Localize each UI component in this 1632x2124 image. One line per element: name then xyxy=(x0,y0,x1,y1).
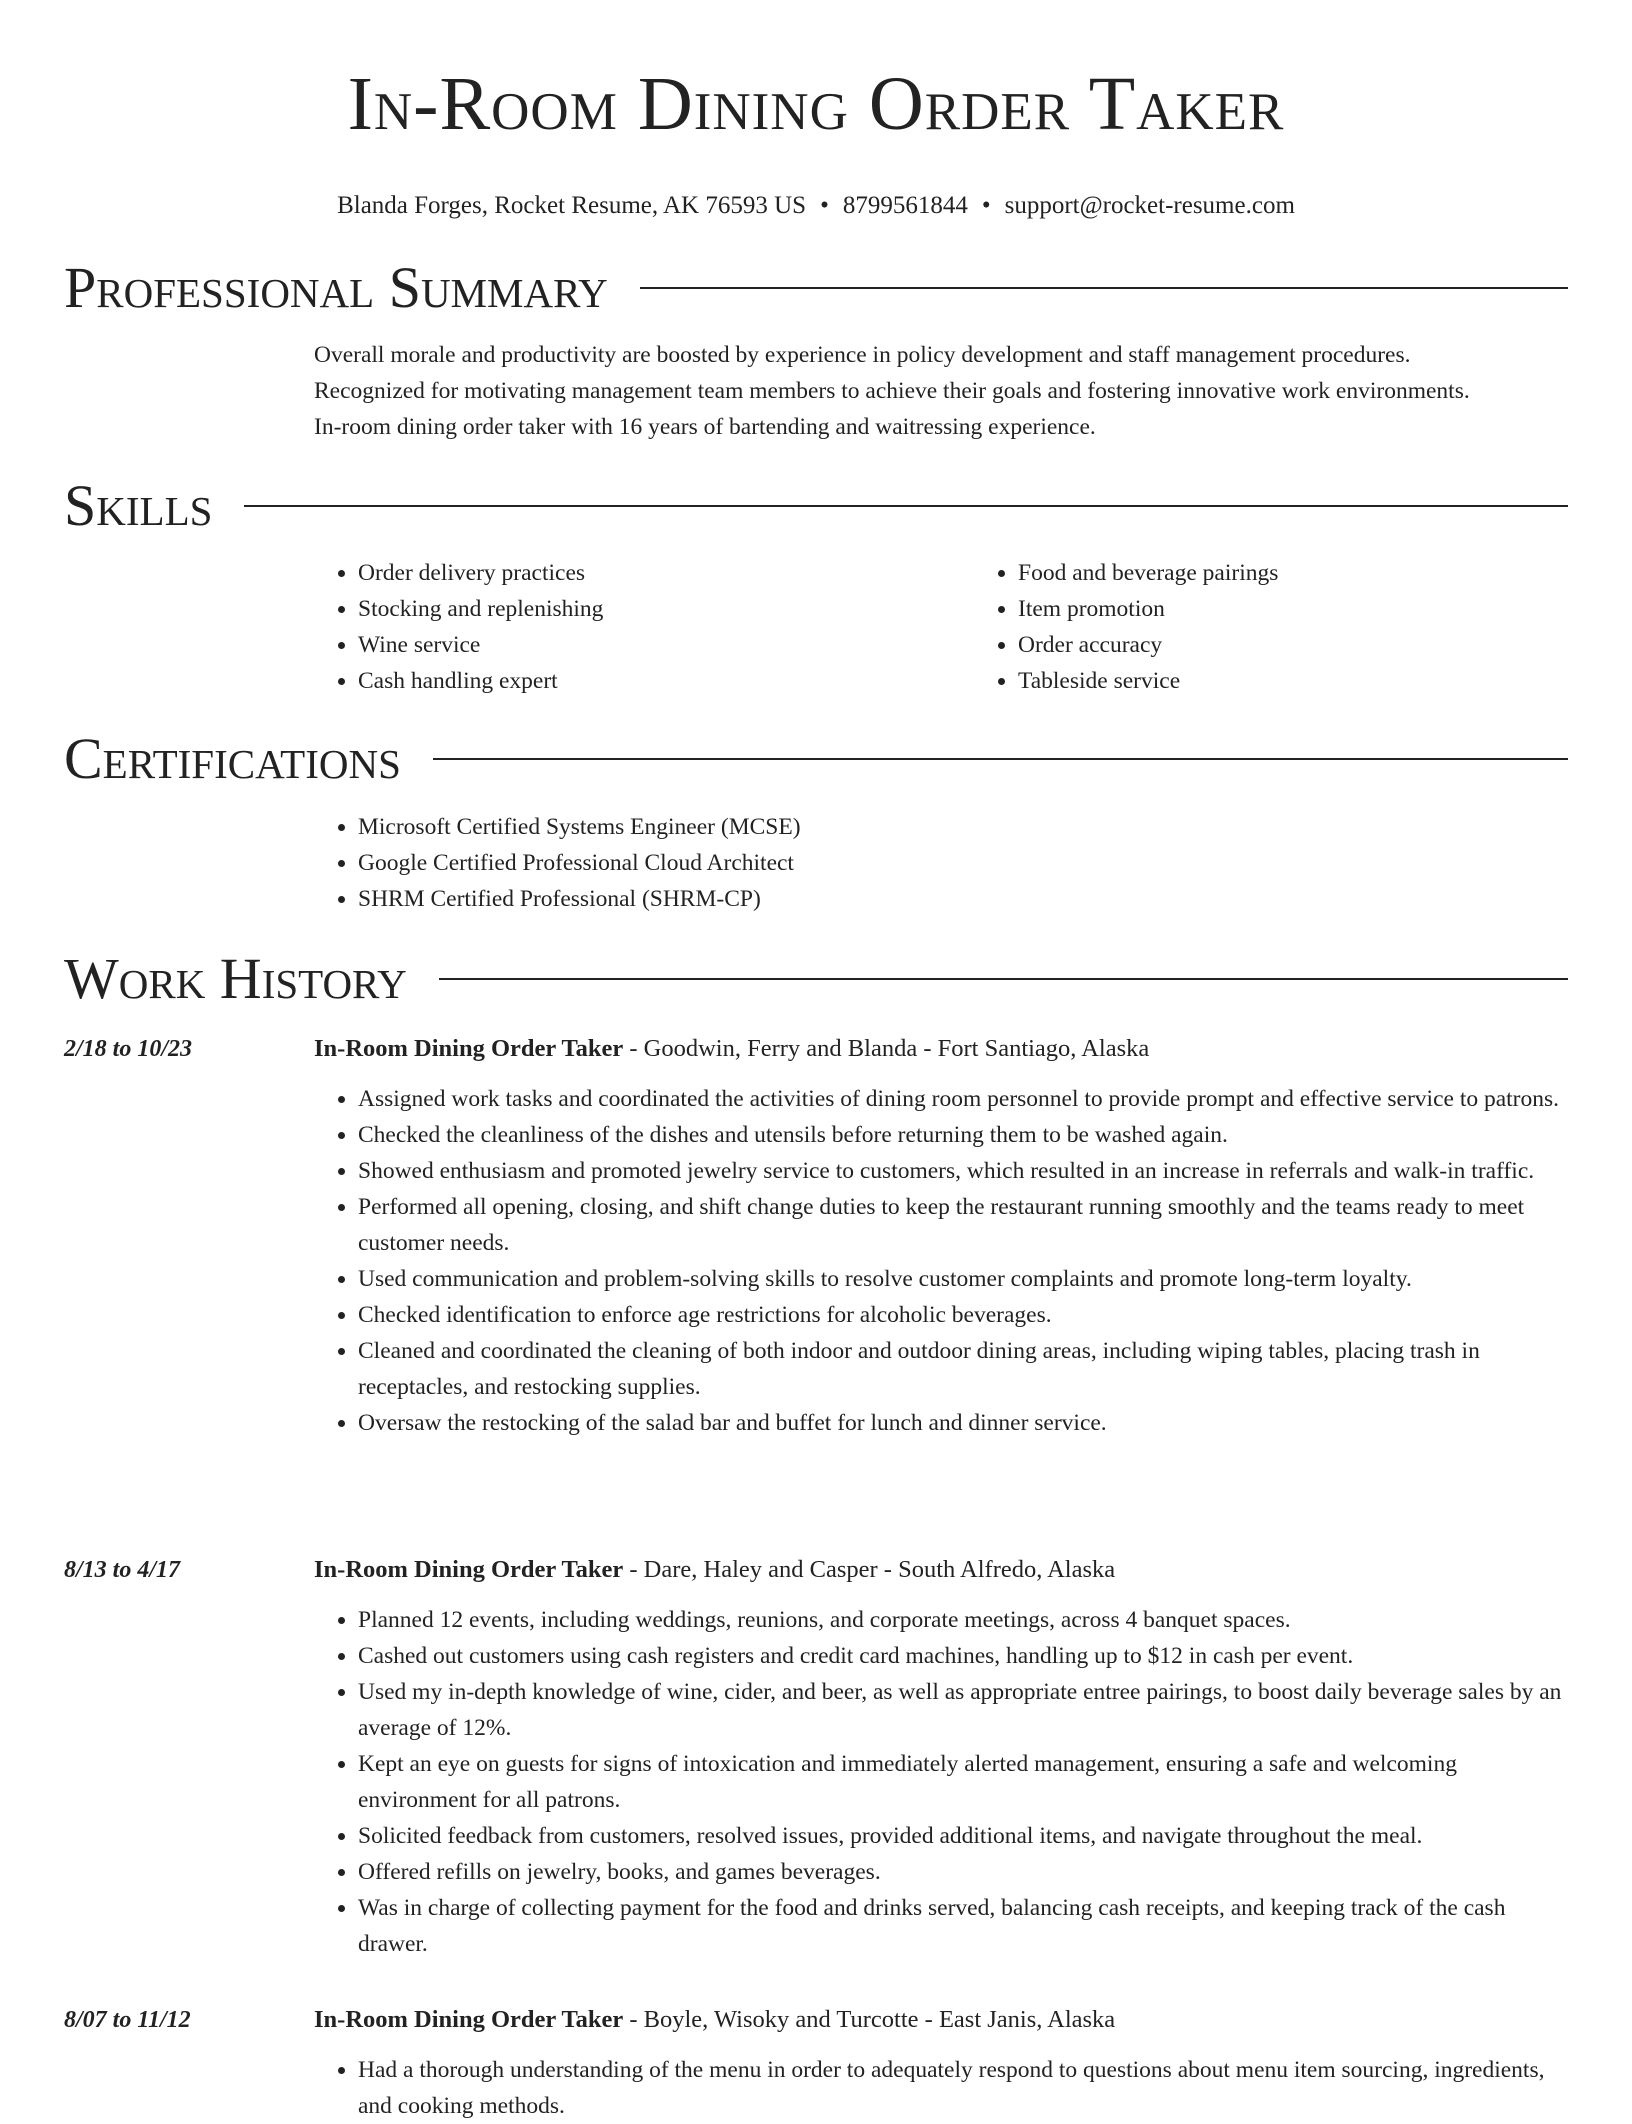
contact-phone: 8799561844 xyxy=(842,192,968,219)
skill-item: • Tableside service xyxy=(1018,663,1632,699)
contact-separator: • xyxy=(820,192,829,219)
section-divider xyxy=(439,978,1568,980)
certification-item: • Microsoft Certified Systems Engineer (MCSE) xyxy=(358,809,1568,845)
job-bullet: • Assigned work tasks and coordinated the activities of dining room personnel to provide prompt and effective service to patrons. xyxy=(358,1081,1568,1117)
job-dates: 8/13 to 4/17 xyxy=(64,1557,181,1583)
skill-item: • Item promotion xyxy=(1018,591,1632,627)
job-bullet: • Used communication and problem-solving skills to resolve customer complaints and promote long-term loyalty. xyxy=(358,1261,1568,1297)
summary-section-heading xyxy=(64,256,1568,320)
job-bullets xyxy=(314,2052,1568,2124)
skills-column-left xyxy=(314,555,974,699)
job-bullet: • Used my in-depth knowledge of wine, cider, and beer, as well as appropriate entree pairings, to boost daily beverage sales by an average of 12%. xyxy=(358,1674,1568,1746)
contact-separator: • xyxy=(981,192,991,219)
job-bullet: • Checked the cleanliness of the dishes and utensils before returning them to be washed again. xyxy=(358,1117,1568,1153)
job-employer: - Dare, Haley and Casper - South Alfredo, Alaska xyxy=(623,1556,1116,1583)
job-bullet: • Showed enthusiasm and promoted jewelry service to customers, which resulted in an increase in referrals and walk-in traffic. xyxy=(358,1153,1568,1189)
job-employer: - Goodwin, Ferry and Blanda - Fort Santiago, Alaska xyxy=(623,1035,1150,1062)
job-bullet: • Had a thorough understanding of the menu in order to adequately respond to questions about menu item sourcing, ingredients, and cooking methods. xyxy=(358,2052,1568,2124)
certifications-section-heading xyxy=(64,727,1568,791)
section-divider xyxy=(244,505,1568,507)
certification-item: • Google Certified Professional Cloud Architect xyxy=(358,845,1568,881)
summary-line: In-room dining order taker with 16 years of bartending and waitressing experience. xyxy=(314,414,1096,440)
work-history-section-heading xyxy=(64,947,1568,1011)
summary-text xyxy=(314,337,1568,445)
job-entry xyxy=(314,1031,1568,1441)
job-title: In-Room Dining Order Taker xyxy=(314,2006,624,2033)
skill-item: • Food and beverage pairings xyxy=(1018,555,1632,591)
contact-line xyxy=(0,190,1632,222)
job-heading xyxy=(314,1031,1568,1067)
skill-item: • Order delivery practices xyxy=(358,555,974,591)
resume-title: In-Room Dining Order Taker xyxy=(347,62,1285,146)
job-bullets xyxy=(314,1081,1568,1441)
skills-heading: Skills xyxy=(64,473,213,538)
skill-item: • Cash handling expert xyxy=(358,663,974,699)
certifications-list xyxy=(314,809,1568,917)
work-history-heading: Work History xyxy=(64,946,407,1011)
job-title: In-Room Dining Order Taker xyxy=(314,1035,624,1062)
contact-address: Blanda Forges, Rocket Resume, AK 76593 US xyxy=(337,192,807,219)
job-bullet: • Cashed out customers using cash registers and credit card machines, handling up to $12 in cash per event. xyxy=(358,1638,1568,1674)
job-bullet: • Solicited feedback from customers, resolved issues, provided additional items, and navigate throughout the meal. xyxy=(358,1818,1568,1854)
skill-item: • Wine service xyxy=(358,627,974,663)
job-bullet: • Oversaw the restocking of the salad bar and buffet for lunch and dinner service. xyxy=(358,1405,1568,1441)
certifications-heading: Certifications xyxy=(64,726,401,791)
job-entry xyxy=(314,1552,1568,1962)
job-dates: 2/18 to 10/23 xyxy=(64,1036,193,1062)
skills-column-right xyxy=(974,555,1632,699)
job-title: In-Room Dining Order Taker xyxy=(314,1556,624,1583)
contact-email: support@rocket-resume.com xyxy=(1004,192,1295,219)
job-bullet: • Was in charge of collecting payment for the food and drinks served, balancing cash receipts, and keeping track of the cash drawer. xyxy=(358,1890,1568,1962)
job-heading xyxy=(314,2002,1568,2038)
certification-item: • SHRM Certified Professional (SHRM-CP) xyxy=(358,881,1568,917)
summary-heading: Professional Summary xyxy=(64,255,608,320)
skill-item: • Stocking and replenishing xyxy=(358,591,974,627)
job-bullet: • Checked identification to enforce age restrictions for alcoholic beverages. xyxy=(358,1297,1568,1333)
job-heading xyxy=(314,1552,1568,1588)
job-employer: - Boyle, Wisoky and Turcotte - East Janis, Alaska xyxy=(623,2006,1116,2033)
job-bullets xyxy=(314,1602,1568,1962)
skill-item: • Order accuracy xyxy=(1018,627,1632,663)
skills-section-heading xyxy=(64,474,1568,538)
job-bullet: • Kept an eye on guests for signs of intoxication and immediately alerted management, ensuring a safe and welcoming environment for all patrons. xyxy=(358,1746,1568,1818)
section-divider xyxy=(640,287,1568,289)
job-bullet: • Cleaned and coordinated the cleaning of both indoor and outdoor dining areas, including wiping tables, placing trash in receptacles, and restocking supplies. xyxy=(358,1333,1568,1405)
job-bullet: • Performed all opening, closing, and shift change duties to keep the restaurant running smoothly and the teams ready to meet customer needs. xyxy=(358,1189,1568,1261)
skills-list xyxy=(314,555,1568,699)
job-bullet: • Offered refills on jewelry, books, and games beverages. xyxy=(358,1854,1568,1890)
job-bullet: • Planned 12 events, including weddings, reunions, and corporate meetings, across 4 banquet spaces. xyxy=(358,1602,1568,1638)
summary-line: Overall morale and productivity are boosted by experience in policy development and staff management procedures. xyxy=(314,342,1411,368)
job-dates: 8/07 to 11/12 xyxy=(64,2007,191,2033)
job-entry xyxy=(314,2002,1568,2124)
summary-line: Recognized for motivating management team members to achieve their goals and fostering innovative work environments. xyxy=(314,378,1470,404)
section-divider xyxy=(433,758,1568,760)
